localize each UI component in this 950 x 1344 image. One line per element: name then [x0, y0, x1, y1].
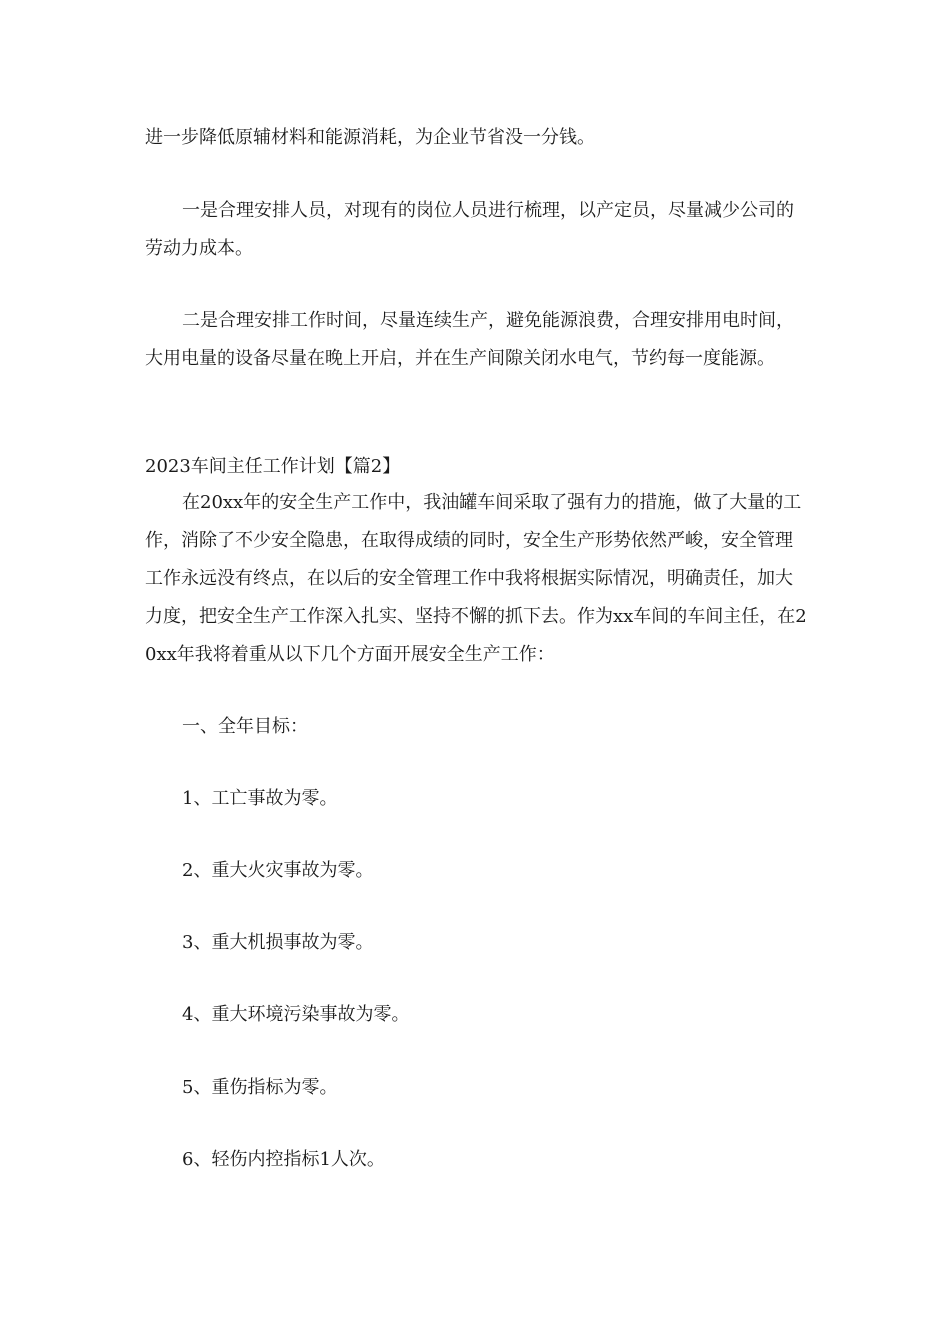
goal-item: 1、工亡事故为零。 [182, 788, 338, 809]
goal-item: 2、重大火灾事故为零。 [182, 860, 374, 881]
goal-item: 6、轻伤内控指标1人次。 [182, 1149, 385, 1170]
goal-item: 5、重伤指标为零。 [182, 1077, 338, 1098]
goal-item: 3、重大机损事故为零。 [182, 932, 374, 953]
paragraph-energy-saving: 进一步降低原辅材料和能源消耗，为企业节省没一分钱。 [145, 127, 595, 148]
section-title: 2023车间主任工作计划【篇2】 [145, 456, 401, 477]
paragraph-working-hours: 二是合理安排工作时间，尽量连续生产，避免能源浪费，合理安排用电时间，大用电量的设备尽量在晚上开启，并在生产间隙关闭水电气，节约每一度能源。 [145, 310, 794, 369]
goal-item: 4、重大环境污染事故为零。 [182, 1004, 410, 1025]
goals-heading: 一、全年目标： [182, 716, 308, 737]
paragraph-staffing: 一是合理安排人员，对现有的岗位人员进行梳理，以产定员，尽量减少公司的劳动力成本。 [145, 200, 794, 259]
paragraph-intro: 在20xx年的安全生产工作中，我油罐车间采取了强有力的措施，做了大量的工作，消除了不少安全隐患，在取得成绩的同时，安全生产形势依然严峻，安全管理工作永远没有终点，在以后的安全管理工作中我将根据实际情况，明确责任，加大力度，把安全生产工作深入扎实、坚持不懈的抓下去。作为xx车间的车间主任，在20xx年我将着重从以下几个方面开展安全生产工作： [145, 492, 807, 665]
